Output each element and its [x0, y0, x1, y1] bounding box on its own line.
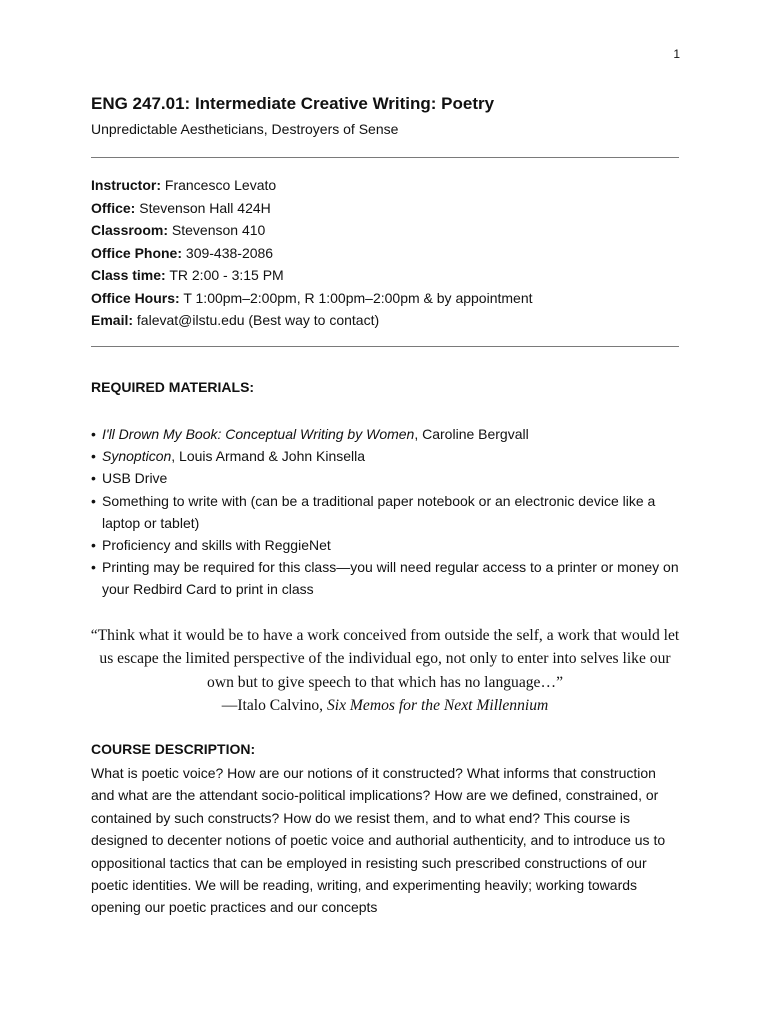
info-row-classroom [91, 219, 533, 242]
info-value: Francesco Levato [161, 177, 277, 193]
quote-work-title: Six Memos for the Next Millennium [326, 696, 549, 714]
list-item [91, 445, 681, 467]
info-value: TR 2:00 - 3:15 PM [165, 267, 284, 283]
info-row-class-time [91, 264, 533, 287]
bullet: • [91, 559, 96, 576]
info-label: Instructor: [91, 177, 161, 193]
item-text: USB Drive [102, 470, 168, 487]
info-label: Class time: [91, 267, 166, 283]
book-title: Synopticon [102, 448, 172, 465]
bullet: • [91, 492, 96, 509]
info-value: T 1:00pm–2:00pm, R 1:00pm–2:00pm & by appointment [179, 289, 533, 306]
list-item [91, 490, 681, 534]
info-value: falevat@ilstu.edu (Best way to contact) [133, 312, 380, 328]
book-title: I'll Drown My Book: Conceptual Writing by Women [102, 426, 415, 442]
item-text: Proficiency and skills with ReggieNet [102, 537, 331, 554]
info-label: Office Hours: [91, 289, 180, 306]
quote-text: “Think what it would be to have a work conceived from outside the self, a work that would let us escape the limited perspective of the individual ego, not only to enter into selves like our own but to give speech to that which has no language…” [90, 627, 680, 691]
list-item [91, 556, 681, 600]
info-row-office [91, 197, 533, 220]
item-text: Something to write with (can be a traditional paper notebook or an electronic device like a laptop or tablet) [102, 492, 656, 531]
bullet: • [91, 537, 96, 554]
info-value: Stevenson 410 [168, 222, 266, 238]
list-item [91, 423, 681, 445]
bullet: • [91, 470, 96, 487]
info-value: 309-438-2086 [182, 244, 274, 261]
info-label: Office: [91, 199, 136, 216]
info-row-office-hours [91, 287, 533, 310]
course-subtitle: Unpredictable Aestheticians, Destroyers of Sense [91, 121, 399, 137]
info-value: Stevenson Hall 424H [135, 199, 271, 216]
info-row-email [91, 309, 533, 332]
info-row-office-phone [91, 242, 533, 265]
info-row-instructor [91, 174, 533, 197]
divider-middle [91, 346, 679, 347]
course-info [91, 174, 533, 332]
item-text: Printing may be required for this class—you will need regular access to a printer or money on your Redbird Card to print in class [102, 559, 679, 598]
course-description-body: What is poetic voice? How are our notions of it constructed? What informs that construction and what are the attendant socio-political implications? How are we defined, constrained, or contained by such constructs? How do we resist them, and to what end? This course is designed to decenter notions of poetic voice and authorial authenticity, and to introduce us to oppositional tactics that can be employed in resisting such prescribed constructions of our poetic identities. We will be reading, writing, and experimenting heavily; working towards opening our poetic practices and our concepts [91, 765, 666, 916]
divider-top [91, 157, 679, 158]
epigraph-quote [90, 624, 680, 717]
bullet: • [91, 426, 96, 442]
materials-heading: REQUIRED MATERIALS: [91, 379, 255, 395]
list-item [91, 467, 681, 489]
item-text: , Louis Armand & John Kinsella [171, 448, 366, 465]
bullet: • [91, 448, 96, 465]
page-number: 1 [673, 47, 680, 61]
info-label: Office Phone: [91, 244, 183, 261]
course-title: ENG 247.01: Intermediate Creative Writing: Poetry [91, 94, 495, 113]
materials-list [91, 423, 681, 601]
quote-attribution [90, 694, 680, 717]
quote-author: —Italo Calvino, [221, 696, 327, 714]
item-text: , Caroline Bergvall [414, 426, 529, 442]
list-item [91, 534, 681, 556]
info-label: Classroom: [91, 222, 169, 238]
course-description-heading: COURSE DESCRIPTION: [91, 741, 256, 757]
info-label: Email: [91, 312, 134, 328]
